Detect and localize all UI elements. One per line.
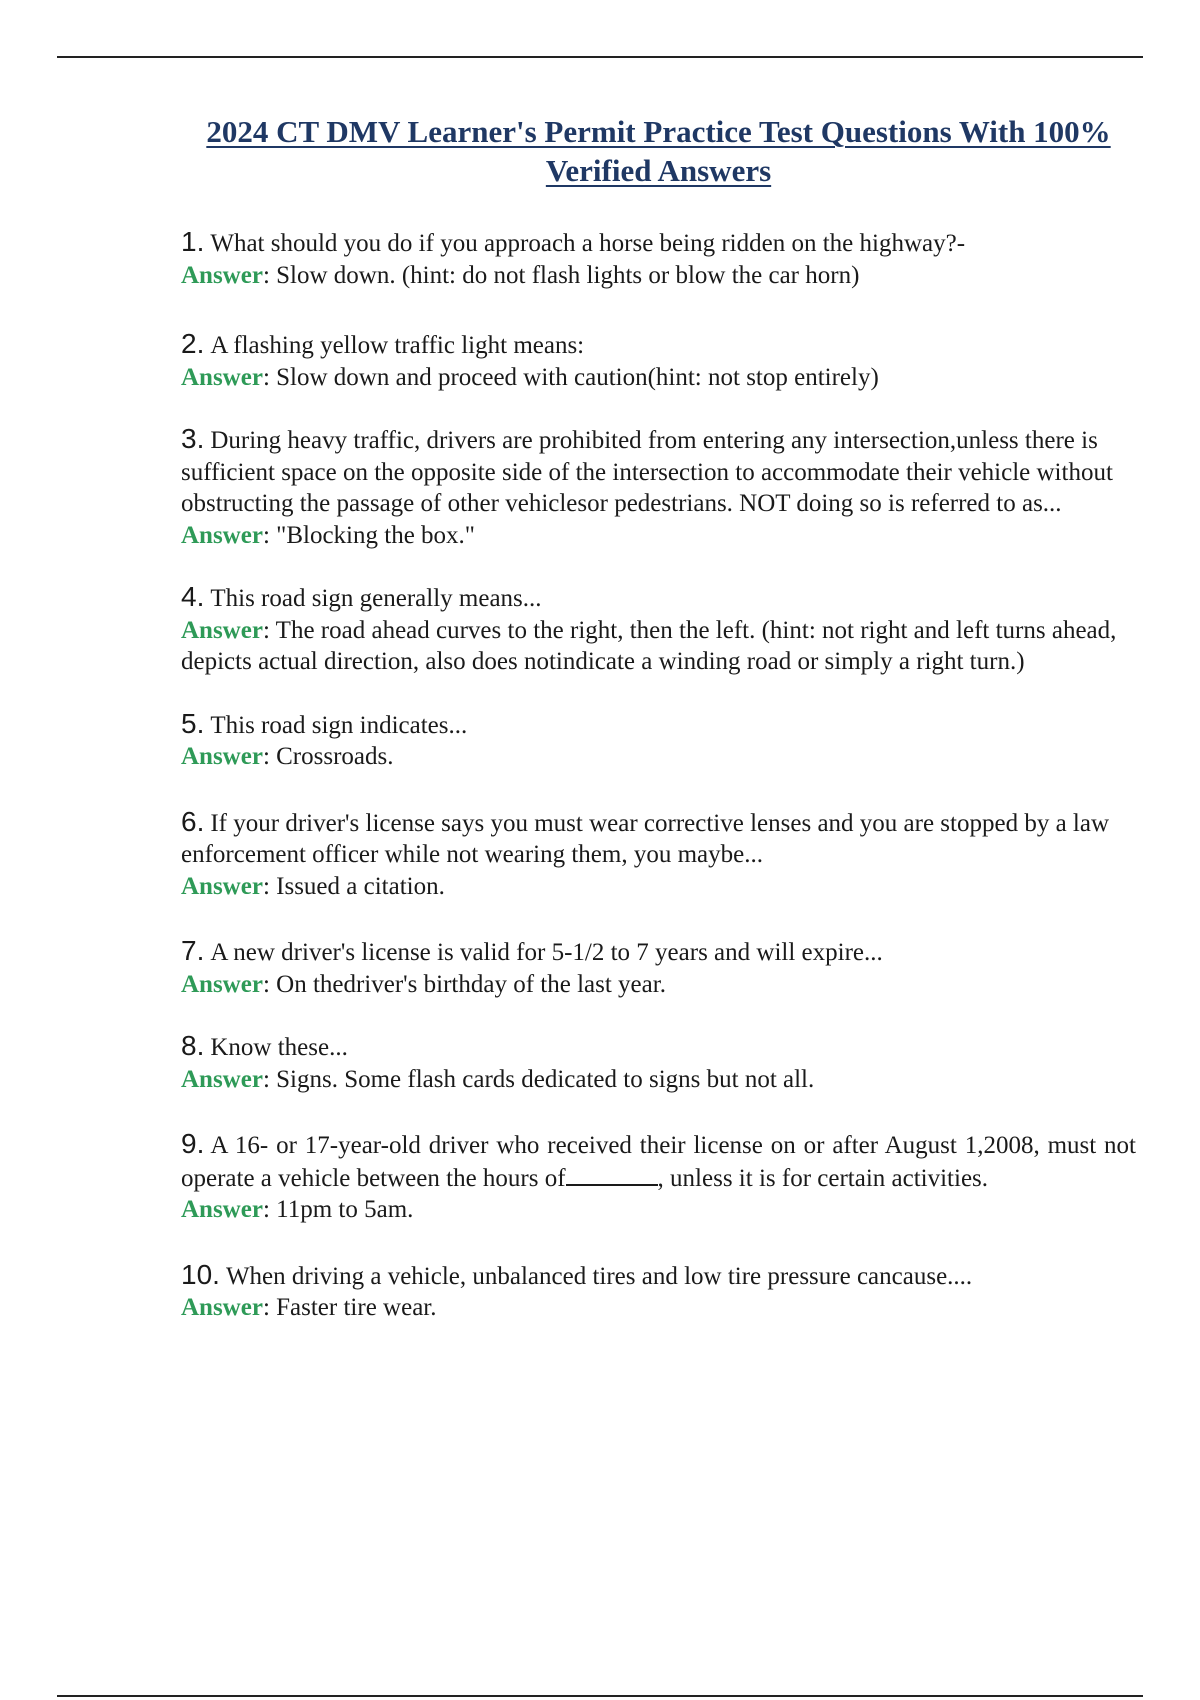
question-number: 5.: [181, 707, 205, 739]
fill-in-blank: [566, 1162, 658, 1186]
answer-1: [181, 260, 1136, 292]
answer-6: [181, 871, 1136, 903]
question-text-continued: , unless it is for certain activities.: [657, 1164, 989, 1192]
answer-text: : The road ahead curves to the right, then the left. (hint: not right and left turns ahead, depicts actual direction, also does notindicate a winding road or simply a right turn.): [181, 616, 1117, 675]
question-6: [181, 806, 1136, 871]
question-number: 7.: [181, 935, 205, 966]
answer-label: Answer: [181, 616, 263, 644]
qa-item-7: [181, 935, 1136, 1000]
question-text: Know these...: [210, 1034, 348, 1061]
qa-item-8: [181, 1030, 1136, 1095]
answer-text: : Slow down and proceed with caution(hint: not stop entirely): [262, 363, 879, 391]
qa-item-1: [181, 226, 1136, 291]
answer-7: [181, 969, 1136, 1001]
answer-label: Answer: [181, 261, 263, 289]
question-text: This road sign indicates...: [210, 711, 468, 739]
question-number: 9.: [181, 1128, 205, 1159]
question-number: 6.: [181, 805, 205, 837]
question-number: 4.: [181, 581, 205, 612]
question-10: [181, 1259, 1136, 1293]
question-text: A 16- or 17-year-old driver who received their license on or after August 1,2008, must not operate a vehicle between the hours of: [181, 1132, 1136, 1192]
qa-item-9: [181, 1128, 1136, 1226]
answer-label: Answer: [181, 743, 263, 770]
question-text: If your driver's license says you must wear corrective lenses and you are stopped by a law enforcement officer while not wearing them, you maybe...: [181, 809, 1110, 868]
question-7: [181, 935, 1136, 969]
answer-text: : 11pm to 5am.: [262, 1196, 414, 1223]
document-page: [181, 112, 1136, 1324]
qa-item-2: [181, 328, 1136, 393]
question-text: What should you do if you approach a horse being ridden on the highway?-: [210, 230, 966, 257]
qa-item-3: [181, 423, 1136, 551]
answer-9: [181, 1194, 1136, 1226]
document-title: 2024 CT DMV Learner's Permit Practice Test Questions With 100% Verified Answers: [206, 114, 1111, 188]
question-text: This road sign generally means...: [210, 585, 542, 612]
question-text: When driving a vehicle, unbalanced tires and low tire pressure cancause....: [225, 1262, 973, 1290]
qa-item-4: [181, 581, 1136, 678]
question-4: [181, 581, 1136, 615]
answer-text: : Slow down. (hint: do not flash lights or blow the car horn): [262, 261, 860, 289]
answer-8: [181, 1064, 1136, 1096]
question-number: 1.: [181, 226, 205, 257]
qa-item-6: [181, 806, 1136, 903]
answer-text: : On thedriver's birthday of the last year.: [262, 970, 666, 998]
answer-label: Answer: [181, 521, 263, 549]
question-text: A new driver's license is valid for 5-1/2 to 7 years and will expire...: [210, 939, 883, 966]
question-2: [181, 328, 1136, 362]
answer-4: [181, 615, 1136, 678]
answer-text: : "Blocking the box.": [262, 521, 475, 549]
question-1: [181, 226, 1136, 260]
question-9: [181, 1128, 1136, 1194]
question-number: 3.: [181, 423, 205, 454]
answer-text: : Crossroads.: [262, 743, 394, 770]
answer-3: [181, 520, 1136, 552]
qa-item-10: [181, 1259, 1136, 1324]
qa-item-5: [181, 708, 1136, 773]
question-3: [181, 423, 1136, 520]
question-8: [181, 1030, 1136, 1064]
answer-text: : Faster tire wear.: [262, 1294, 437, 1321]
answer-text: : Issued a citation.: [262, 872, 445, 900]
answer-label: Answer: [181, 1196, 263, 1223]
answer-label: Answer: [181, 363, 263, 391]
question-text: A flashing yellow traffic light means:: [210, 332, 585, 359]
answer-5: [181, 741, 1136, 773]
question-number: 10.: [181, 1258, 220, 1290]
answer-label: Answer: [181, 970, 263, 998]
answer-10: [181, 1292, 1136, 1324]
answer-2: [181, 362, 1136, 394]
answer-label: Answer: [181, 1294, 263, 1321]
question-number: 8.: [181, 1030, 205, 1061]
top-rule: [57, 56, 1143, 58]
question-text: During heavy traffic, drivers are prohibited from entering any intersection,unless there is sufficient space on the opposite side of the intersection to accommodate their vehicle without obstructing the passage of other vehiclesor pedestrians. NOT doing so is referred to as...: [181, 427, 1113, 517]
answer-text: : Signs. Some flash cards dedicated to signs but not all.: [262, 1065, 815, 1093]
question-number: 2.: [181, 328, 205, 359]
bottom-rule: [57, 1695, 1143, 1697]
answer-label: Answer: [181, 1065, 263, 1093]
question-5: [181, 708, 1136, 742]
answer-label: Answer: [181, 872, 263, 900]
